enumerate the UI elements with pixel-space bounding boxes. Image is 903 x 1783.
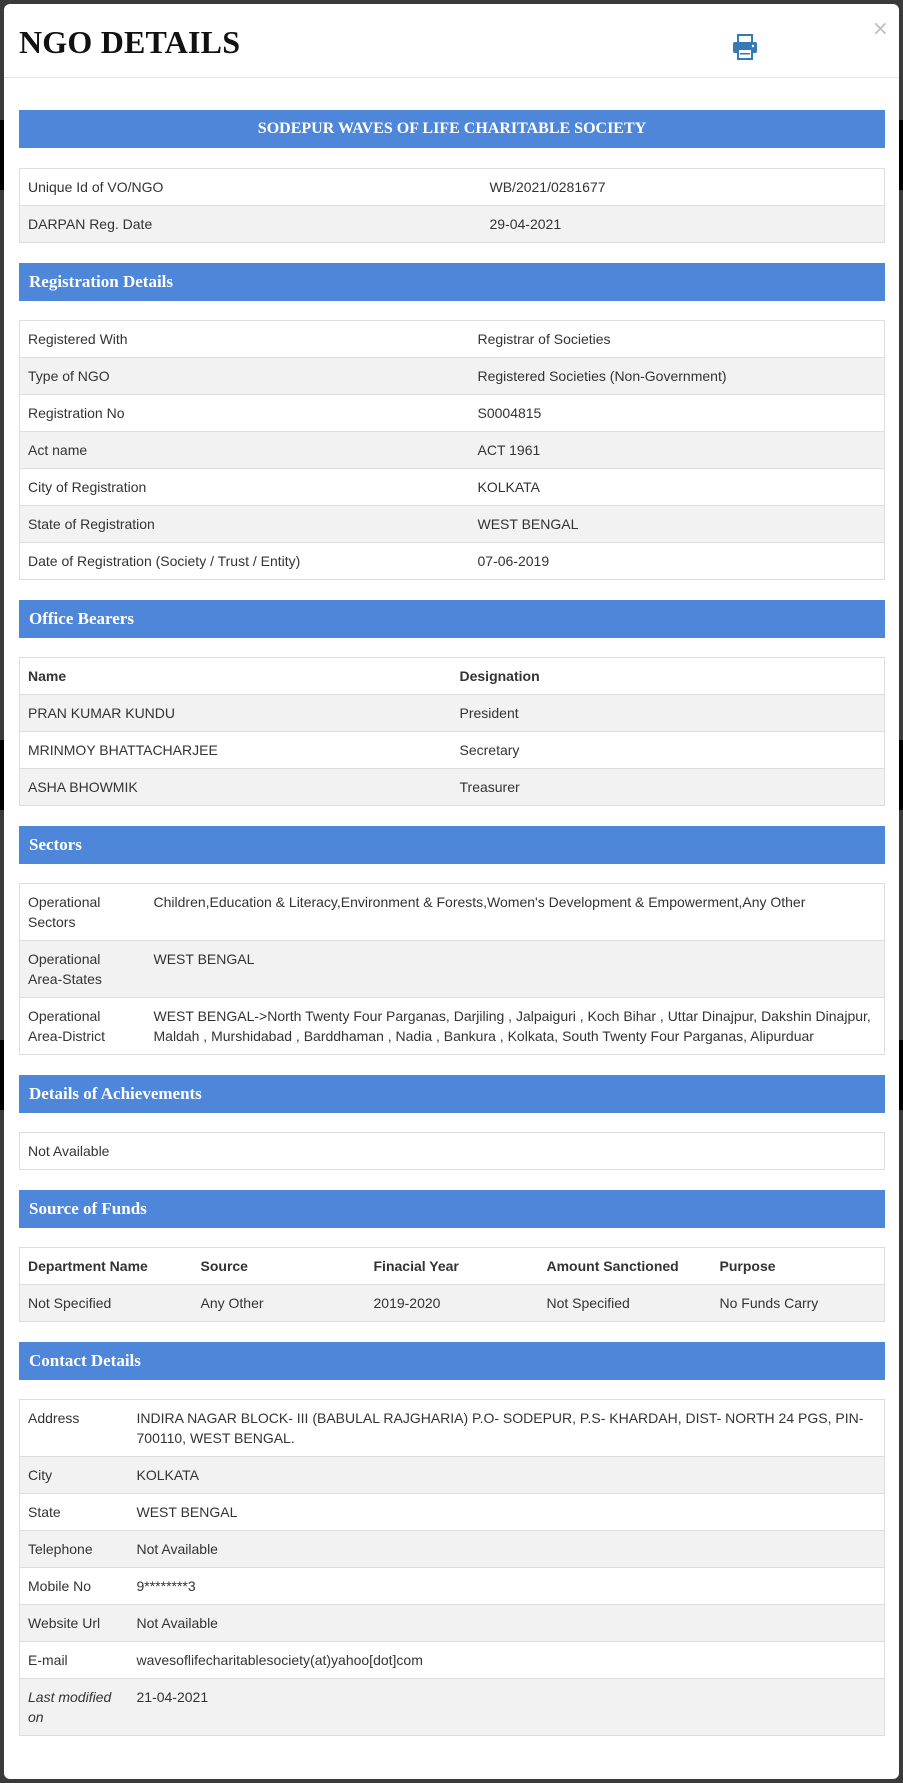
reg-label: Registered With [20,321,470,358]
fund-amount: Not Specified [539,1285,712,1322]
reg-value: WEST BENGAL [470,506,885,543]
sector-value: WEST BENGAL->North Twenty Four Parganas, Darjiling , Jalpaiguri , Koch Bihar , Uttar Dinajpur, Dakshin Dinajpur, Maldah , Murshidabad , Barddhaman , Nadia , Bankura , Kolkata, South Twenty Four Parganas, Alipurduar [146,998,885,1055]
contact-label: Telephone [20,1531,129,1568]
table-row [20,1605,885,1642]
office-bearers-table [19,657,885,806]
funds-table [19,1247,885,1322]
column-header-department: Department Name [20,1248,193,1285]
reg-value: Registrar of Societies [470,321,885,358]
contact-value: KOLKATA [129,1457,885,1494]
table-row [20,1133,885,1170]
reg-value: Registered Societies (Non-Government) [470,358,885,395]
table-row [20,1642,885,1679]
table-row [20,1457,885,1494]
table-row [20,1494,885,1531]
table-row [20,432,885,469]
table-row [20,732,885,769]
ngo-details-modal [4,4,899,1779]
contact-label: Website Url [20,1605,129,1642]
table-row [20,395,885,432]
sectors-table [19,883,885,1055]
contact-heading: Contact Details [19,1342,885,1380]
sector-value: WEST BENGAL [146,941,885,998]
sector-label: Operational Sectors [20,884,146,941]
bearer-name: ASHA BHOWMIK [20,769,452,806]
table-row [20,769,885,806]
achievements-table [19,1132,885,1170]
table-row [20,1531,885,1568]
table-row [20,1568,885,1605]
column-header-purpose: Purpose [712,1248,885,1285]
modal-header [4,4,899,78]
sector-label: Operational Area-District [20,998,146,1055]
reg-label: Registration No [20,395,470,432]
table-row [20,695,885,732]
table-header-row [20,658,885,695]
modal-title: NGO DETAILS [19,24,241,60]
funds-heading: Source of Funds [19,1190,885,1228]
bearer-designation: Secretary [452,732,885,769]
achievements-heading: Details of Achievements [19,1075,885,1113]
table-row [20,884,885,941]
table-row [20,506,885,543]
basic-label: Unique Id of VO/NGO [20,169,482,206]
sector-label: Operational Area-States [20,941,146,998]
reg-value: S0004815 [470,395,885,432]
contact-value: 9********3 [129,1568,885,1605]
registration-table [19,320,885,580]
bearer-designation: President [452,695,885,732]
contact-label: Mobile No [20,1568,129,1605]
reg-label: State of Registration [20,506,470,543]
bearer-name: MRINMOY BHATTACHARJEE [20,732,452,769]
office-bearers-heading: Office Bearers [19,600,885,638]
registration-heading: Registration Details [19,263,885,301]
reg-value: 07-06-2019 [470,543,885,580]
contact-label: City [20,1457,129,1494]
contact-label: E-mail [20,1642,129,1679]
sectors-heading: Sectors [19,826,885,864]
contact-label: Last modified on [20,1679,129,1736]
reg-value: ACT 1961 [470,432,885,469]
table-header-row [20,1248,885,1285]
close-icon[interactable]: × [872,16,889,40]
reg-label: City of Registration [20,469,470,506]
basic-info-table [19,168,885,243]
table-row [20,469,885,506]
bearer-name: PRAN KUMAR KUNDU [20,695,452,732]
bearer-designation: Treasurer [452,769,885,806]
contact-label: State [20,1494,129,1531]
reg-value: KOLKATA [470,469,885,506]
reg-label: Type of NGO [20,358,470,395]
table-row [20,206,885,243]
table-row [20,1679,885,1736]
reg-label: Date of Registration (Society / Trust / Entity) [20,543,470,580]
column-header-designation: Designation [452,658,885,695]
table-row [20,1400,885,1457]
fund-purpose: No Funds Carry [712,1285,885,1322]
fund-year: 2019-2020 [366,1285,539,1322]
achievements-value: Not Available [20,1133,885,1170]
basic-value: WB/2021/0281677 [482,169,885,206]
basic-value: 29-04-2021 [482,206,885,243]
table-row [20,1285,885,1322]
table-row [20,169,885,206]
contact-table [19,1399,885,1736]
column-header-source: Source [193,1248,366,1285]
contact-value: wavesoflifecharitablesociety(at)yahoo[dot]com [129,1642,885,1679]
column-header-year: Finacial Year [366,1248,539,1285]
printer-icon[interactable] [730,32,760,62]
modal-body [19,114,885,1736]
basic-label: DARPAN Reg. Date [20,206,482,243]
table-row [20,543,885,580]
sector-value: Children,Education & Literacy,Environment & Forests,Women's Development & Empowerment,Any Other [146,884,885,941]
contact-value: 21-04-2021 [129,1679,885,1736]
contact-value: INDIRA NAGAR BLOCK- III (BABULAL RAJGHARIA) P.O- SODEPUR, P.S- KHARDAH, DIST- NORTH 24 PGS, PIN-700110, WEST BENGAL. [129,1400,885,1457]
table-row [20,998,885,1055]
reg-label: Act name [20,432,470,469]
fund-source: Any Other [193,1285,366,1322]
table-row [20,358,885,395]
table-row [20,941,885,998]
column-header-name: Name [20,658,452,695]
table-row [20,321,885,358]
column-header-amount: Amount Sanctioned [539,1248,712,1285]
contact-value: WEST BENGAL [129,1494,885,1531]
contact-value: Not Available [129,1531,885,1568]
fund-department: Not Specified [20,1285,193,1322]
contact-value: Not Available [129,1605,885,1642]
contact-label: Address [20,1400,129,1457]
org-name-bar: SODEPUR WAVES OF LIFE CHARITABLE SOCIETY [19,110,885,148]
